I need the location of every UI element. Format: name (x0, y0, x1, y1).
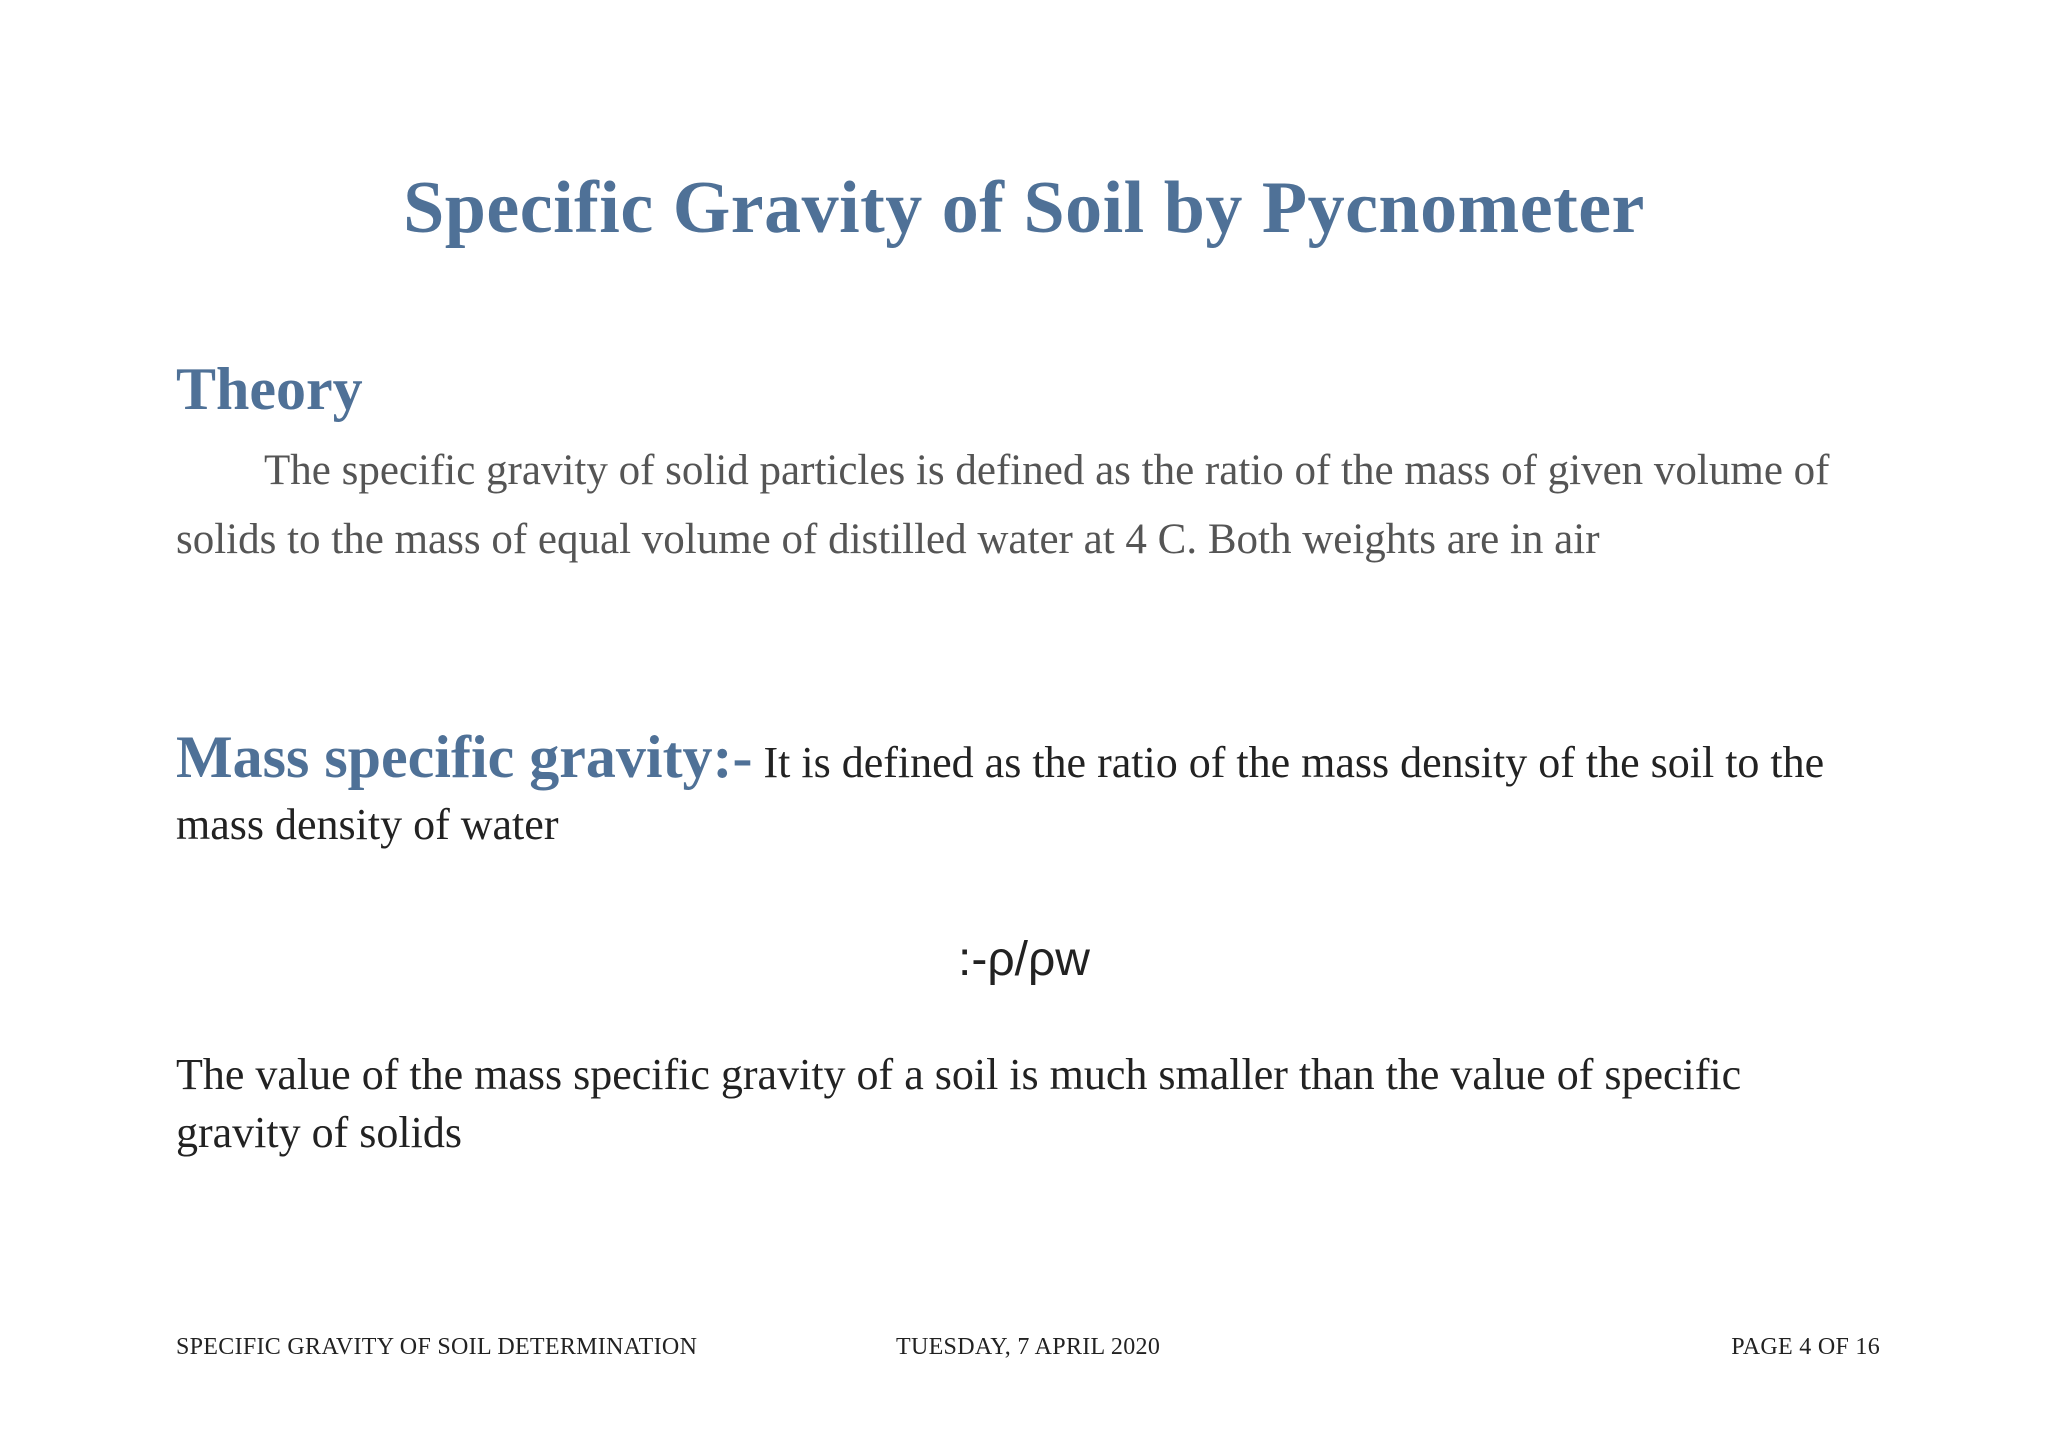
footer-date: TUESDAY, 7 APRIL 2020 (896, 1334, 1161, 1360)
mass-specific-gravity-heading: Mass specific gravity:- (176, 724, 753, 790)
footer-page-number: PAGE 4 OF 16 (1731, 1334, 1880, 1360)
value-paragraph: The value of the mass specific gravity of a soil is much smaller than the value of specific gravity of solids (176, 1050, 1742, 1157)
mass-specific-gravity-definition: It is defined as the ratio of the mass density of the soil to the mass density of water (176, 738, 1825, 849)
footer-title: SPECIFIC GRAVITY OF SOIL DETERMINATION (176, 1334, 698, 1360)
theory-heading: Theory (176, 356, 363, 422)
mass-specific-gravity-paragraph (176, 726, 1866, 856)
page-title: Specific Gravity of Soil by Pycnometer (403, 167, 1645, 249)
theory-paragraph: The specific gravity of solid particles is defined as the ratio of the mass of given volume of solids to the mass of equal volume of distilled water at 4 C. Both weights are in air (176, 447, 1830, 563)
formula: :-ρ/ρw (958, 933, 1090, 986)
